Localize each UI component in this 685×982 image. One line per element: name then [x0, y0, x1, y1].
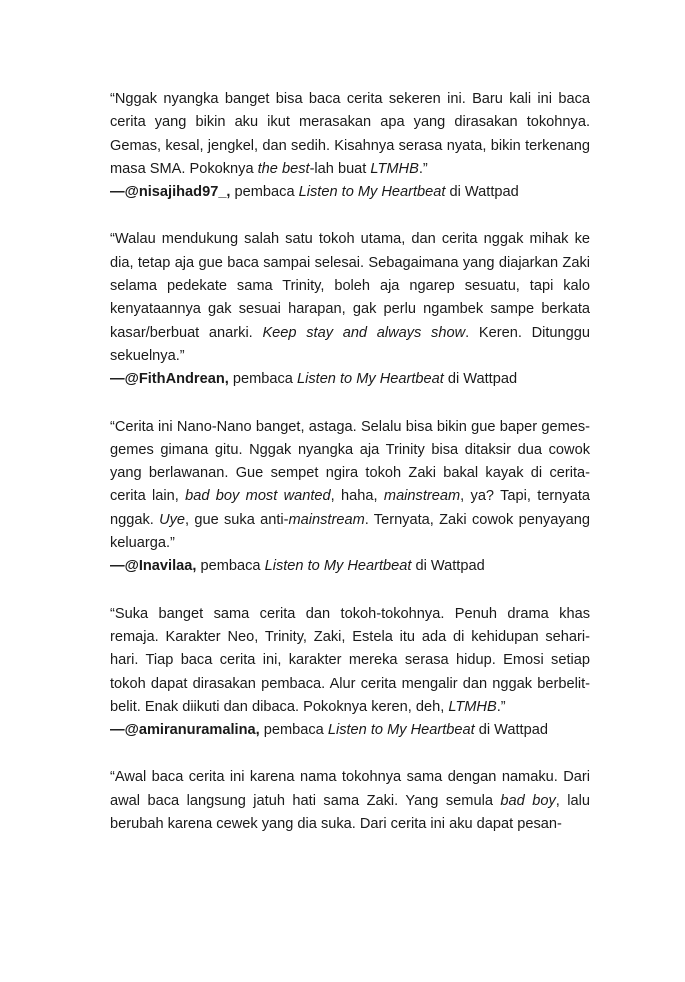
platform-text: di Wattpad [474, 722, 548, 739]
reviewer-handle: —@Inavilaa, [110, 558, 197, 575]
testimonial [110, 88, 590, 204]
document-page [110, 88, 590, 860]
testimonial-quote [110, 228, 590, 368]
platform-text: di Wattpad [443, 371, 518, 388]
testimonial-quote [110, 603, 590, 719]
quote-text-run: . Keren. Ditunggu sekuelnya.” [110, 324, 590, 364]
quote-italic-run: bad boy [500, 792, 556, 809]
quote-text-run: , gue suka anti- [185, 511, 289, 528]
book-title: Listen to My Heartbeat [296, 371, 444, 388]
quote-text-run: “Walau mendukung salah satu tokoh utama, dan cerita nggak mihak ke dia, tetap aja gue baca sampai selesai. Sebagaimana yang diajarkan Zaki selama pedekate sama Trinity, boleh aja ngarep sesuatu, tapi kalo kenyataannya gak sesuai harapan, gak perlu ngambek sampe berkata kasar/berbuat anarki. [110, 231, 590, 341]
quote-text-run: , lalu berubah karena cewek yang dia suka. Dari cerita ini aku dapat pesan- [110, 792, 591, 833]
attribution-text: pembaca [230, 184, 299, 201]
quote-italic-run: mainstream [383, 488, 461, 505]
quote-text-run: .” [418, 160, 428, 177]
quote-italic-run: mainstream [288, 511, 365, 528]
testimonial [110, 228, 590, 391]
quote-text-run: “Suka banget sama cerita dan tokoh-tokohnya. Penuh drama khas remaja. Karakter Neo, Trinity, Zaki, Estela itu ada di kehidupan sehari-hari. Tiap baca cerita ini, karakter mereka serasa hidup. Emosi setiap tokoh dapat dirasakan pembaca. Alur cerita mengalir dan nggak berbelit-belit. Enak diikuti dan dibaca. Pokoknya keren, deh, [110, 605, 590, 715]
quote-text-run: . Ternyata, Zaki cowok penyayang keluarga.” [110, 511, 590, 552]
testimonial-attribution [110, 181, 590, 204]
quote-italic-run: bad boy most wanted [185, 488, 331, 505]
book-title: Listen to My Heartbeat [327, 722, 475, 739]
quote-text-run: “Cerita ini Nano-Nano banget, astaga. Selalu bisa bikin gue baper gemes-gemes gimana gitu. Nggak nyangka aja Trinity bisa ditaksir dua cowok yang berlawanan. Gue sempet ngira tokoh Zaki bakal kayak di cerita-cerita lain, [110, 418, 590, 505]
testimonial [110, 766, 590, 836]
testimonial-quote [110, 766, 590, 836]
quote-italic-run: LTMHB [370, 160, 419, 177]
reviewer-handle: —@nisajihad97_, [110, 184, 231, 201]
quote-italic-run: the best [257, 160, 310, 177]
quote-text-run: , haha, [330, 488, 384, 505]
platform-text: di Wattpad [411, 558, 485, 575]
quote-italic-run: Uye [159, 511, 186, 528]
testimonial-attribution [110, 719, 590, 742]
quote-text-run: “Nggak nyangka banget bisa baca cerita sekeren ini. Baru kali ini baca cerita yang bikin aku ikut merasakan apa yang dirasakan tokohnya. Gemas, kesal, jengkel, dan sedih. Kisahnya serasa nyata, bikin terkenang masa SMA. Pokoknya [110, 91, 590, 177]
quote-text-run: .” [496, 698, 506, 715]
platform-text: di Wattpad [445, 184, 519, 201]
attribution-text: pembaca [228, 371, 297, 388]
testimonial [110, 603, 590, 743]
quote-text-run: , ya? Tapi, ternyata nggak. [110, 488, 590, 528]
testimonial-quote [110, 88, 590, 181]
attribution-text: pembaca [196, 558, 265, 575]
quote-italic-run: LTMHB [448, 698, 497, 715]
quote-text-run: -lah buat [309, 160, 371, 177]
testimonial-attribution [110, 555, 590, 578]
quote-text-run: “Awal baca cerita ini karena nama tokohnya sama dengan namaku. Dari awal baca langsung jatuh hati sama Zaki. Yang semula [110, 769, 590, 809]
reviewer-handle: —@amiranuramalina, [110, 722, 260, 739]
book-title: Listen to My Heartbeat [264, 558, 412, 575]
testimonial [110, 416, 590, 579]
testimonial-quote [110, 416, 590, 556]
quote-italic-run: Keep stay and always show [262, 324, 466, 341]
reviewer-handle: —@FithAndrean, [110, 371, 229, 388]
testimonial-attribution [110, 368, 590, 391]
attribution-text: pembaca [259, 722, 328, 739]
book-title: Listen to My Heartbeat [298, 184, 446, 201]
